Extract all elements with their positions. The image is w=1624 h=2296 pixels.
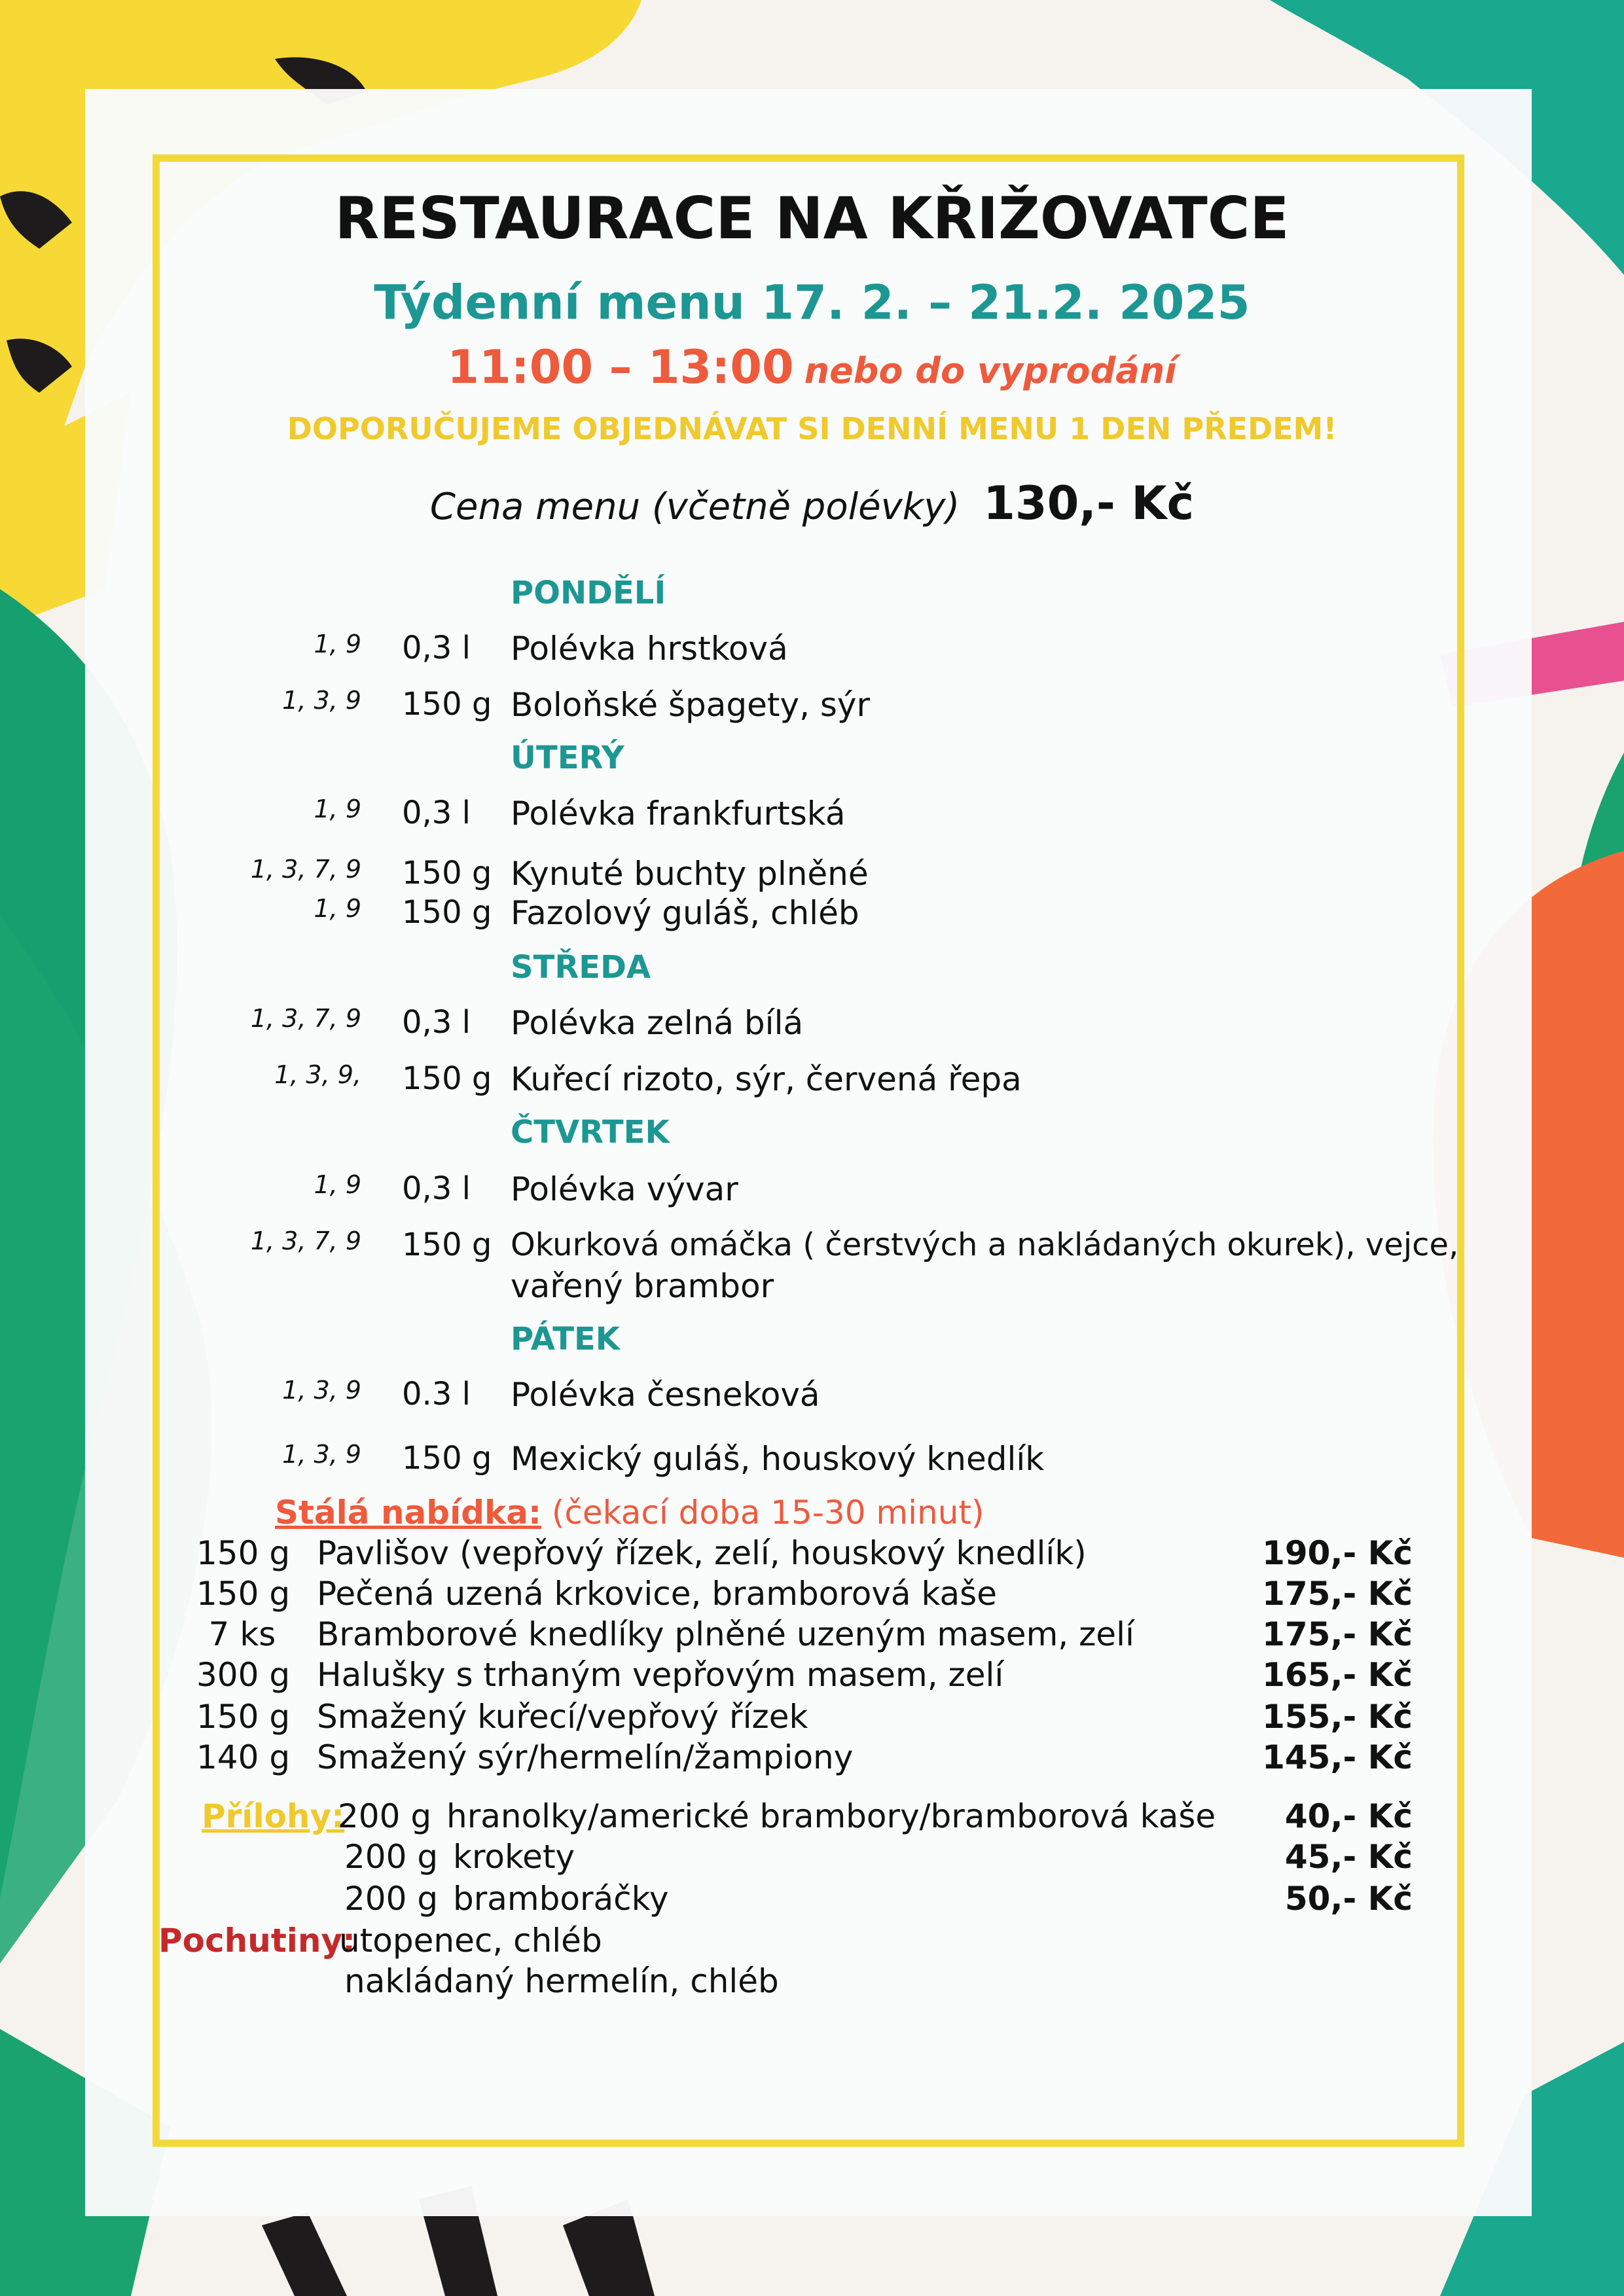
allergens: 1, 3, 9 [282,1376,361,1405]
offer-name: Halušky s trhaným vepřovým masem, zelí [317,1656,1004,1694]
dish-name: Polévka vývar [511,1170,738,1208]
allergens: 1, 9 [314,894,361,923]
allergens: 1, 9 [314,1170,361,1199]
offer-price: 145,- Kč [1262,1738,1413,1776]
portion-size: 0.3 l [402,1376,471,1412]
hours-note: nebo do vyprodání [804,350,1177,391]
menu-price-line [0,476,1624,530]
offer-name: Smažený sýr/hermelín/žampiony [317,1738,854,1776]
allergens: 1, 3, 7, 9 [250,1227,361,1255]
day-heading-monday: PONDĚLÍ [511,575,666,611]
snack-item: utopenec, chléb [339,1922,602,1960]
dish-name: Polévka zelná bílá [511,1004,804,1042]
offer-name: Pavlišov (vepřový řízek, zelí, houskový knedlík) [317,1534,1087,1572]
offer-name: Smažený kuřecí/vepřový řízek [317,1698,808,1736]
portion-size: 0,3 l [402,630,471,666]
portion-size: 150 g [402,1227,492,1263]
offer-price: 165,- Kč [1262,1656,1413,1694]
sides-heading: Přílohy: [202,1797,345,1835]
day-heading-wednesday: STŘEDA [511,949,651,986]
snacks-heading: Pochutiny: [158,1922,356,1960]
dish-name: Mexický guláš, houskový knedlík [511,1440,1045,1478]
dish-name: Fazolový guláš, chléb [511,894,859,932]
restaurant-title: RESTAURACE NA KŘIŽOVATCE [334,185,1290,252]
offer-price: 190,- Kč [1262,1534,1413,1572]
portion-size: 150 g [402,894,492,931]
side-price: 45,- Kč [1284,1838,1413,1876]
standing-offer-wait: (čekací doba 15-30 minut) [551,1494,984,1532]
day-heading-tuesday: ÚTERÝ [511,740,624,776]
offer-qty: 140 g [196,1738,291,1776]
side-price: 40,- Kč [1284,1797,1413,1835]
snack-item: nakládaný hermelín, chléb [344,1962,779,2000]
portion-size: 0,3 l [402,795,471,831]
offer-qty: 150 g [196,1575,291,1613]
dish-name: Polévka hrstková [511,630,788,668]
portion-size: 0,3 l [402,1170,471,1207]
order-recommendation: DOPORUČUJEME OBJEDNÁVAT SI DENNÍ MENU 1 DEN PŘEDEM! [287,411,1337,446]
side-qty: 200 g [344,1880,439,1918]
side-name: bramboráčky [453,1880,669,1918]
portion-size: 150 g [402,686,492,723]
allergens: 1, 3, 7, 9 [250,855,361,884]
day-heading-thursday: ČTVRTEK [511,1114,670,1151]
offer-qty: 150 g [196,1534,291,1572]
hours-time: 11:00 – 13:00 [447,340,794,394]
standing-offer-heading [275,1494,984,1532]
dish-name: Okurková omáčka ( čerstvých a nakládaných okurek), vejce, [511,1227,1459,1263]
offer-price: 175,- Kč [1262,1615,1413,1653]
dish-name: Boloňské špagety, sýr [511,686,871,724]
offer-qty: 150 g [196,1698,291,1736]
portion-size: 150 g [402,855,492,891]
allergens: 1, 3, 9 [282,686,361,715]
dish-name: Kuřecí rizoto, sýr, červená řepa [511,1060,1022,1098]
menu-price-label: Cena menu (včetně polévky) [429,486,960,528]
standing-offer-title: Stálá nabídka: [275,1494,541,1532]
allergens: 1, 3, 9, [274,1060,361,1089]
portion-size: 150 g [402,1440,492,1477]
side-name: hranolky/americké brambory/bramborová kaše [446,1797,1216,1835]
dish-name-continued: vařený brambor [511,1267,774,1305]
day-heading-friday: PÁTEK [511,1321,620,1357]
allergens: 1, 9 [314,630,361,658]
side-price: 50,- Kč [1284,1880,1413,1918]
offer-price: 155,- Kč [1262,1698,1413,1736]
allergens: 1, 9 [314,795,361,823]
dish-name: Kynuté buchty plněné [511,855,869,893]
offer-qty: 7 ks [208,1615,276,1653]
weekly-menu-dates: Týdenní menu 17. 2. – 21.2. 2025 [374,275,1250,330]
allergens: 1, 3, 9 [282,1440,361,1469]
portion-size: 0,3 l [402,1004,471,1041]
side-qty: 200 g [344,1838,439,1876]
offer-price: 175,- Kč [1262,1575,1413,1613]
side-name: krokety [453,1838,575,1876]
offer-qty: 300 g [196,1656,291,1694]
side-qty: 200 g [338,1797,432,1835]
serving-hours [0,340,1624,394]
portion-size: 150 g [402,1060,492,1097]
allergens: 1, 3, 7, 9 [250,1004,361,1033]
offer-name: Bramborové knedlíky plněné uzeným masem, zelí [317,1615,1134,1653]
menu-price-value: 130,- Kč [983,476,1195,530]
offer-name: Pečená uzená krkovice, bramborová kaše [317,1575,997,1613]
dish-name: Polévka česneková [511,1376,820,1414]
dish-name: Polévka frankfurtská [511,795,846,833]
